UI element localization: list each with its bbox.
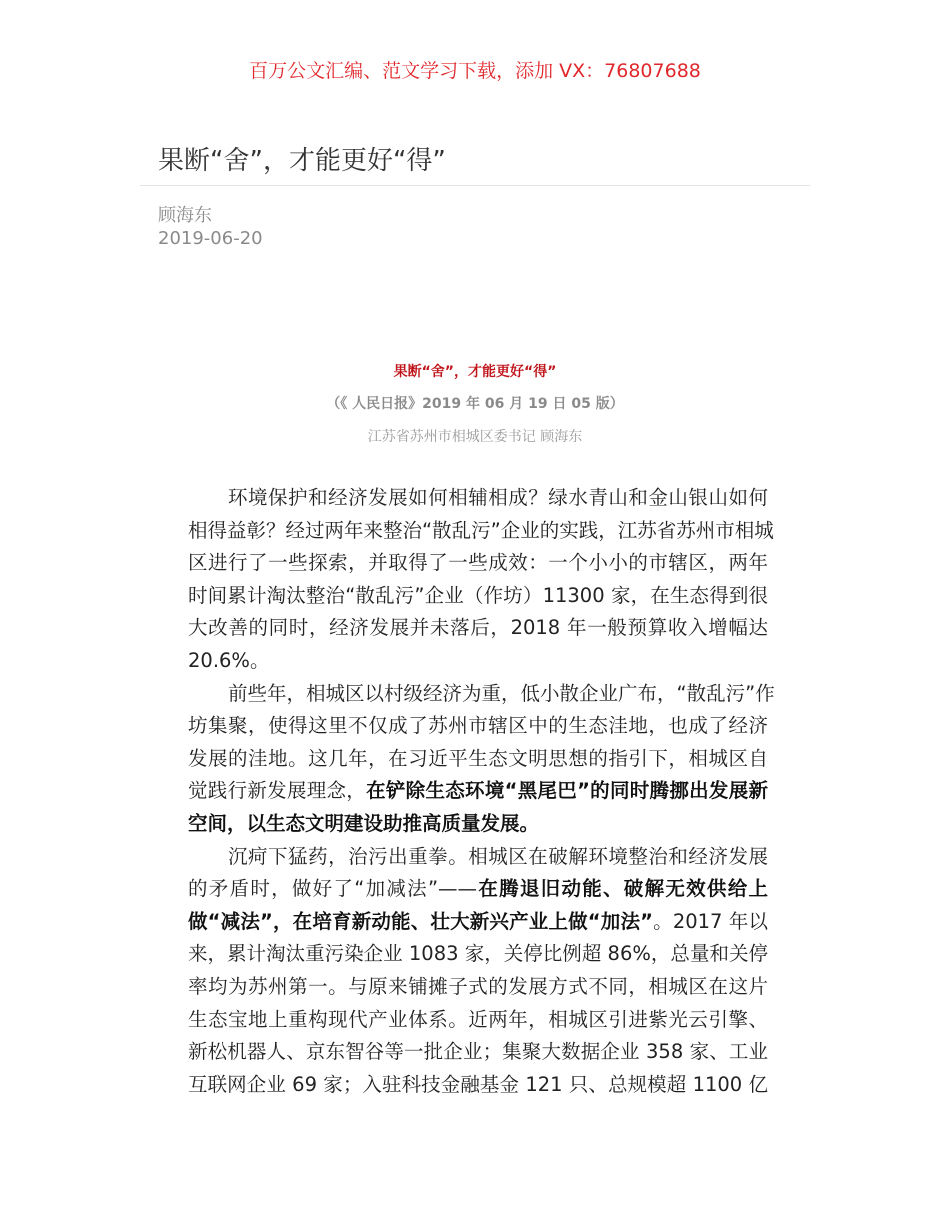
article-byline: 江苏省苏州市相城区委书记 顾海东 [367,429,583,445]
text-segment: 率均为苏州第一。与原来铺摊子式的发展方式不同，相城区在这片 [188,974,768,998]
text-line [188,1036,768,1069]
text-line [188,482,768,515]
text-line [188,645,768,678]
article-source: （《 人民日报》2019 年 06 月 19 日 05 版） [326,396,624,412]
bold-text: 空间，以生态文明建设助推高质量发展。 [188,811,540,835]
text-line [188,938,768,971]
text-segment: 来，累计淘汰重污染企业 1083 家，关停比例超 86%，总量和关停 [188,942,768,966]
text-segment: 相得益彰？经过两年来整治“散乱污”企业的实践，江苏省苏州市相城 [188,518,774,542]
promo-banner: 百万公文汇编、范文学习下载，添加 VX：76807688 [249,60,701,82]
text-line [188,678,775,711]
text-line [188,743,768,776]
text-segment: 发展的洼地。这几年，在习近平生态文明思想的指引下，相城区自 [188,746,768,770]
text-segment: 。2017 年以 [652,909,769,933]
text-segment: 环境保护和经济发展如何相辅相成？绿水青山和金山银山如何 [228,486,768,509]
text-segment: 生态宝地上重构现代产业体系。近两年，相城区引进紫光云引擎、 [188,1007,768,1031]
bold-text: 在腾退旧动能、破解无效供给上 [477,877,768,901]
text-line [188,808,768,841]
divider [140,185,810,186]
article-subtitle: 果断“舍”，才能更好“得” [393,364,557,380]
text-segment: 20.6%。 [188,648,270,672]
text-segment: 互联网企业 69 家；入驻科技金融基金 121 只、总规模超 1100 亿 [188,1072,768,1096]
text-line [188,1069,768,1102]
bold-text: 在铲除生态环境“黑尾巴”的同时腾挪出发展新 [366,779,768,803]
text-segment: 坊集聚，使得这里不仅成了苏州市辖区中的生态洼地，也成了经济 [188,714,768,738]
text-line [188,873,768,906]
bold-text: 做“减法”，在培育新动能、壮大新兴产业上做“加法” [188,909,653,933]
text-segment: 大改善的同时，经济发展并未落后，2018 年一般预算收入增幅达 [188,616,768,640]
text-segment: 时间累计淘汰整治“散乱污”企业（作坊）11300 家，在生态得到很 [188,583,768,607]
text-line [188,515,774,548]
text-segment: 新松机器人、京东智谷等一批企业；集聚大数据企业 358 家、工业 [188,1040,768,1064]
text-line [188,906,768,939]
text-line [188,841,768,874]
text-line [188,1004,768,1037]
text-segment: 觉践行新发展理念， [188,779,367,803]
publish-date: 2019-06-20 [158,228,263,249]
text-segment: 前些年，相城区以村级经济为重，低小散企业广布，“散乱污”作 [228,681,775,705]
text-line [188,612,768,645]
text-line [188,710,768,743]
text-segment: 区进行了一些探索，并取得了一些成效：一个小小的市辖区，两年 [188,551,768,575]
text-segment: 沉疴下猛药，治污出重拳。相城区在破解环境整治和经济发展 [228,844,768,868]
page-title: 果断“舍”，才能更好“得” [158,146,446,176]
text-line [188,547,768,580]
article-body [188,482,775,1101]
text-segment: 的矛盾时，做好了“加减法”—— [188,877,478,901]
author-name: 顾海东 [158,205,212,226]
text-line [188,971,768,1004]
text-line [188,580,768,613]
author-block [158,204,263,250]
text-line [188,775,768,808]
